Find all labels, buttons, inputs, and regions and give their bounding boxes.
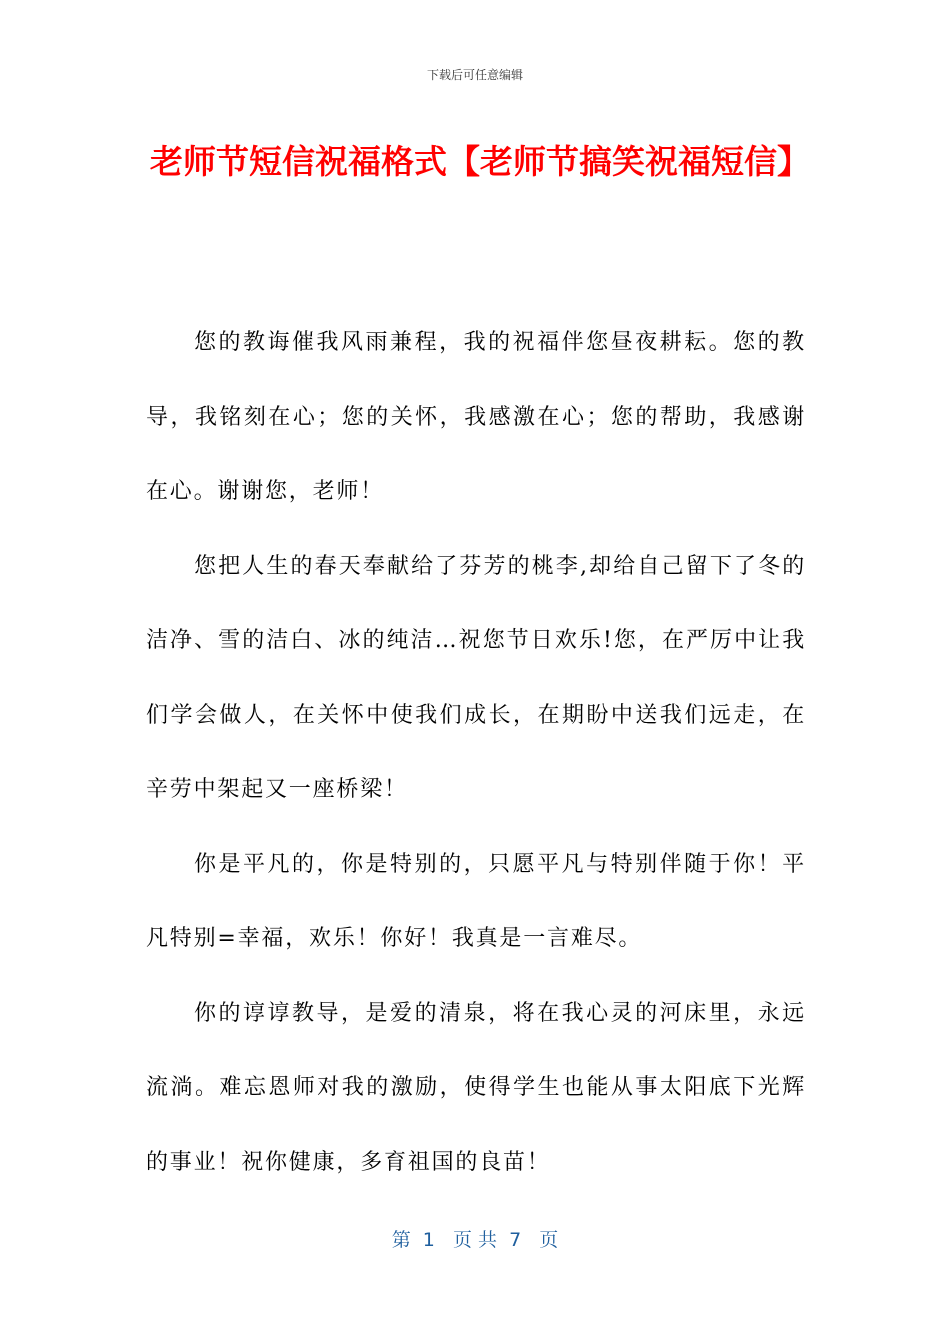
paragraph-3: 你是平凡的，你是特别的，只愿平凡与特别伴随于你！平凡特别=幸福，欢乐！你好！我真是一言难尽。 [146,851,806,951]
document-body [146,306,806,1200]
paragraph-2: 您把人生的春天奉献给了芬芳的桃李,却给自己留下了冬的洁净、雪的洁白、冰的纯洁…祝您节日欢乐!您，在严厉中让我们学会做人，在关怀中使我们成长，在期盼中送我们远走，在辛劳中架起又一座桥梁！ [146,553,806,802]
paragraph-1: 您的教诲催我风雨兼程，我的祝福伴您昼夜耕耘。您的教导，我铭刻在心；您的关怀，我感激在心；您的帮助，我感谢在心。谢谢您，老师！ [146,330,806,504]
paragraph-4: 你的谆谆教导，是爱的清泉，将在我心灵的河床里，永远流淌。难忘恩师对我的激励，使得学生也能从事太阳底下光辉的事业！祝你健康，多育祖国的良苗！ [146,1000,806,1175]
page-number-footer: 第 1 页 共 7 页 [391,1229,559,1251]
header-note: 下载后可任意编辑 [426,68,523,82]
document-title: 老师节短信祝福格式【老师节搞笑祝福短信】 [150,142,810,181]
